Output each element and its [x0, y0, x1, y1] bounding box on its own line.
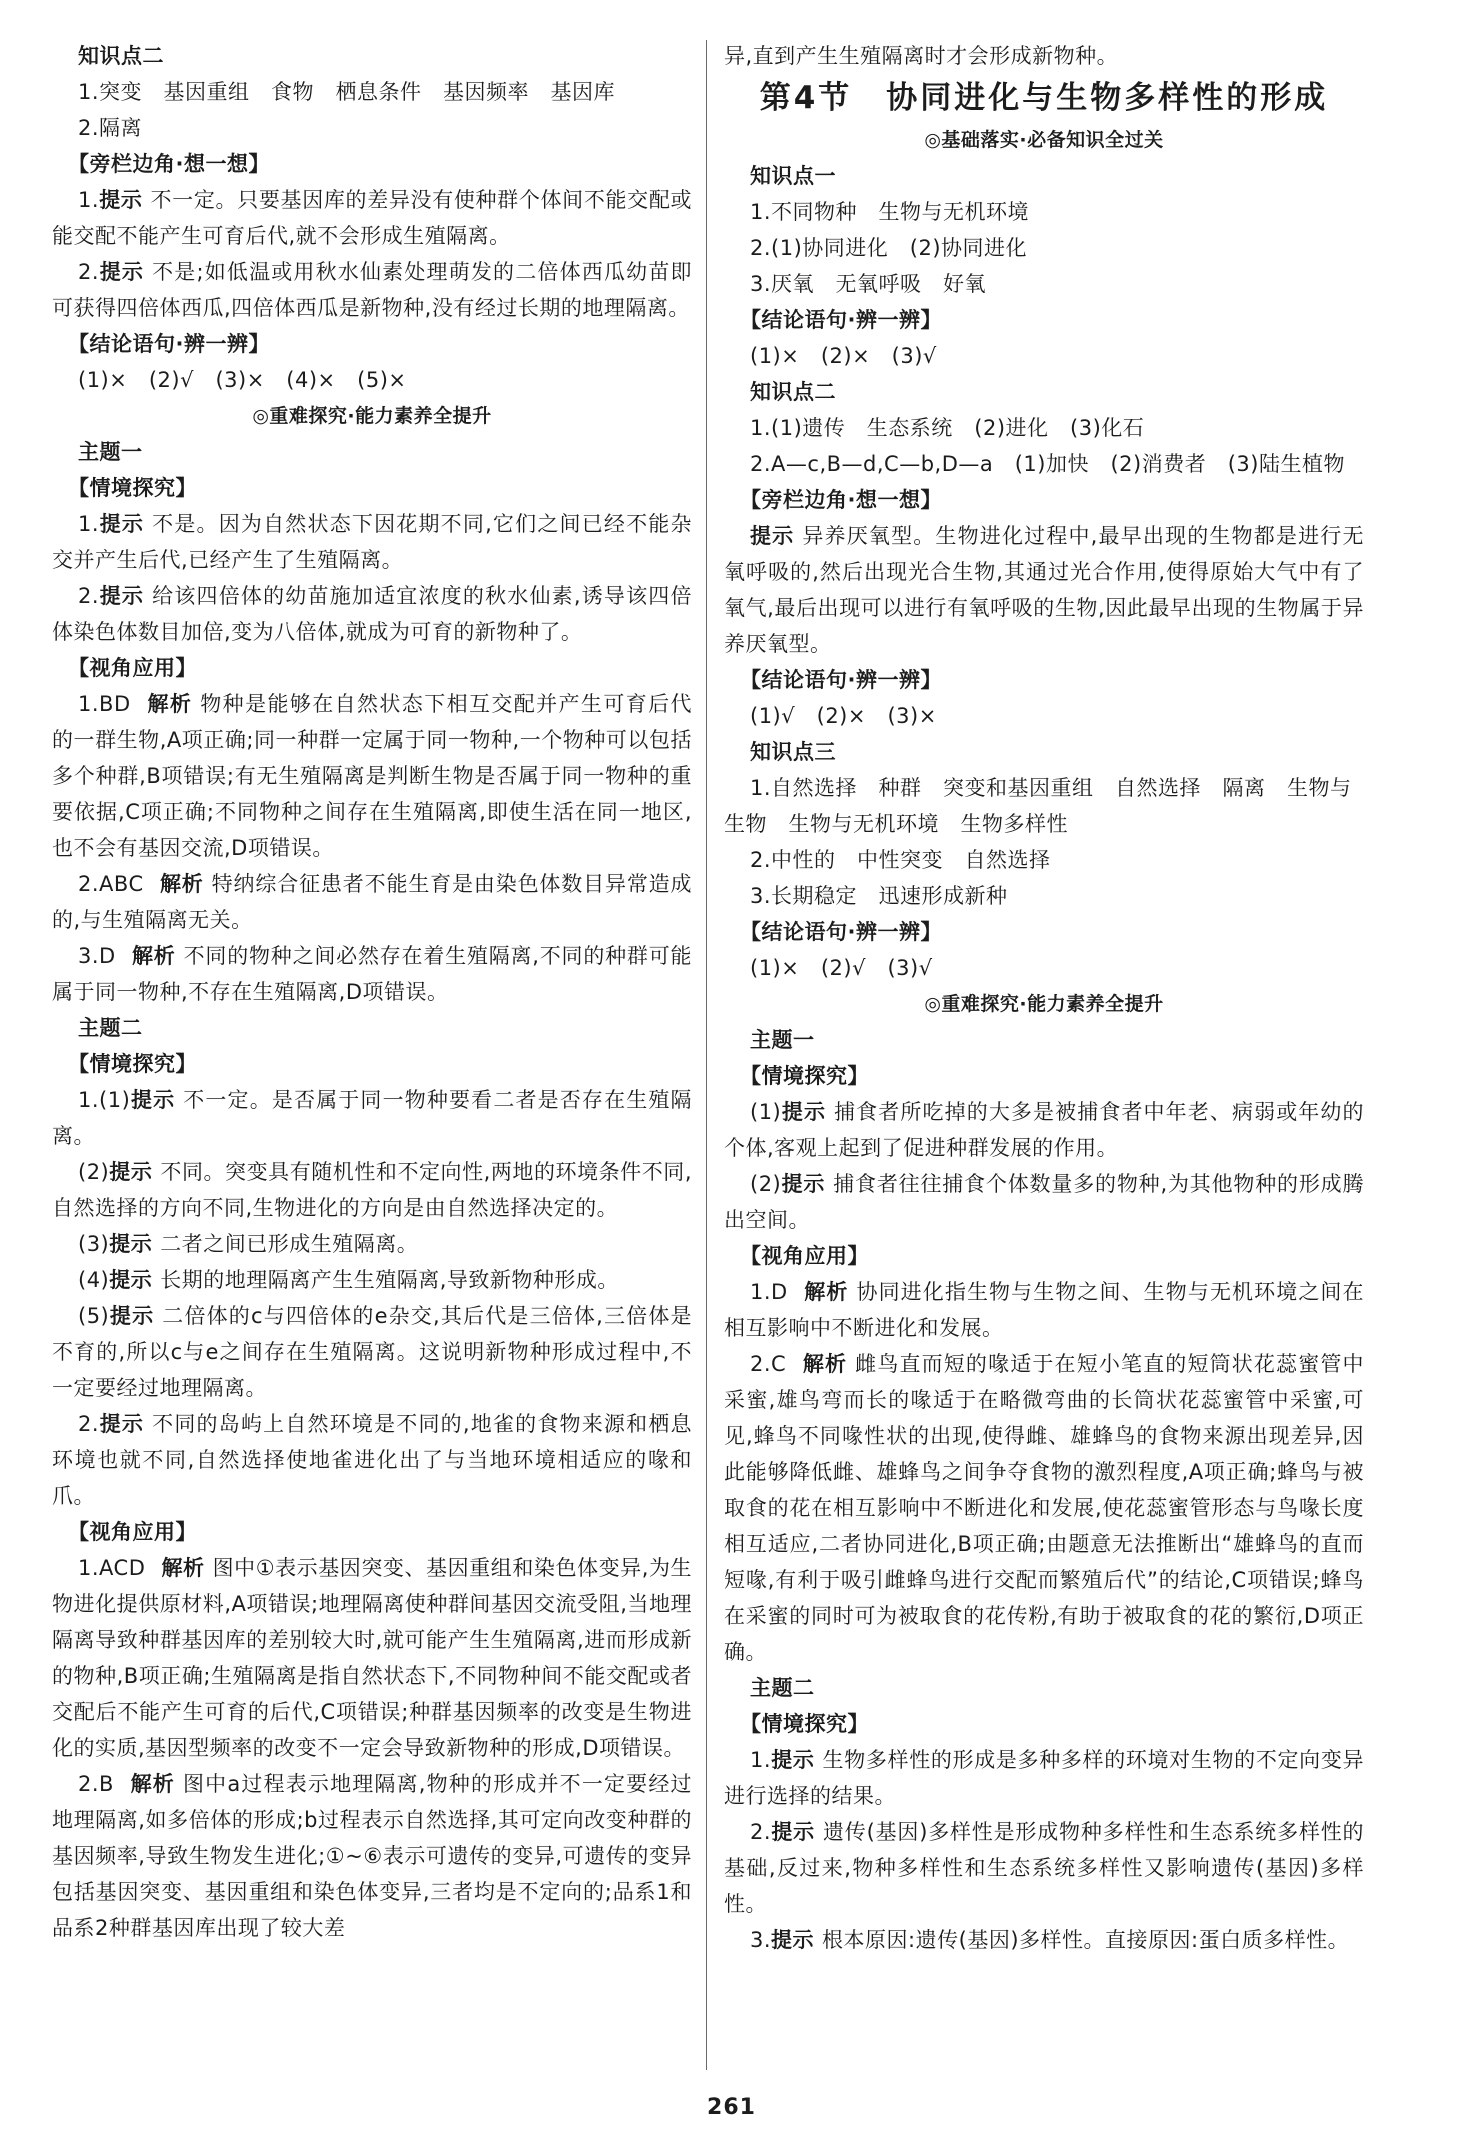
item-text: 不同。突变具有随机性和不定向性,两地的环境条件不同,自然选择的方向不同,生物进化的方向是由自然选择决定的。 [52, 1160, 692, 1220]
bracket-heading: 【结论语句·辨一辨】 [740, 668, 942, 692]
bracket-heading: 【情境探究】 [740, 1712, 869, 1736]
item-tag: 提示 [99, 584, 145, 608]
item-tag: 提示 [99, 512, 145, 536]
item-text: 异养厌氧型。生物进化过程中,最早出现的生物都是进行无氧呼吸的,然后出现光合生物,其通过光合作用,使得原始大气中有了氧气,最后出现可以进行有氧呼吸的生物,因此最早出现的生物属于异养厌氧型。 [724, 524, 1364, 656]
hint-item [724, 1742, 1364, 1814]
item-tag: 提示 [109, 1160, 153, 1184]
item-text: 给该四倍体的幼苗施加适宜浓度的秋水仙素,诱导该四倍体染色体数目加倍,变为八倍体,就成为可育的新物种了。 [52, 584, 692, 644]
bracket-heading: 【结论语句·辨一辨】 [740, 308, 942, 332]
bracket-heading: 【视角应用】 [68, 656, 197, 680]
hint-item [52, 1226, 692, 1262]
item-number: 3.D [78, 944, 116, 968]
answer-item [52, 1550, 692, 1766]
answer-line: 1.自然选择 种群 突变和基因重组 自然选择 隔离 生物与生物 生物与无机环境 生物多样性 [724, 776, 1352, 836]
item-tag: 解析 [803, 1280, 849, 1304]
item-text: 协同进化指生物与生物之间、生物与无机环境之间在相互影响中不断进化和发展。 [724, 1280, 1365, 1340]
bracket-heading: 【旁栏边角·想一想】 [68, 152, 270, 176]
answer-line: 1.突变 基因重组 食物 栖息条件 基因频率 基因库 [78, 80, 616, 104]
item-number: (2) [750, 1172, 782, 1196]
item-number: 3. [750, 1928, 772, 1952]
item-number: (2) [78, 1160, 110, 1184]
left-column [52, 38, 692, 1946]
item-text: 二者之间已形成生殖隔离。 [160, 1232, 419, 1256]
item-number: (4) [78, 1268, 110, 1292]
answer-line: (1)× (2)√ (3)× (4)× (5)× [78, 368, 407, 392]
item-text: 生物多样性的形成是多种多样的环境对生物的不定向变异进行选择的结果。 [724, 1748, 1365, 1808]
section-banner: ◎重难探究·能力素养全提升 [924, 993, 1164, 1015]
item-tag: 提示 [130, 1088, 176, 1112]
answer-line: 1.(1)遗传 生态系统 (2)进化 (3)化石 [750, 416, 1145, 440]
answer-item [52, 866, 692, 938]
item-number: 2.ABC [78, 872, 144, 896]
item-text: 捕食者往往捕食个体数量多的物种,为其他物种的形成腾出空间。 [724, 1172, 1364, 1232]
item-tag: 解析 [802, 1352, 848, 1376]
section-banner: ◎基础落实·必备知识全过关 [924, 129, 1164, 151]
item-tag: 提示 [109, 1232, 153, 1256]
item-number: 2. [78, 260, 100, 284]
hint-item [52, 1262, 692, 1298]
item-text: 物种是能够在自然状态下相互交配并产生可育后代的一群生物,A项正确;同一种群一定属于同一物种,一个物种可以包括多个种群,B项错误;有无生殖隔离是判断生物是否属于同一物种的重要依据,C项正确;不同物种之间存在生殖隔离,即使生活在同一地区,也不会有基因交流,D项错误。 [52, 692, 692, 860]
answer-line: 2.A—c,B—d,C—b,D—a (1)加快 (2)消费者 (3)陆生植物 [750, 452, 1345, 476]
answer-line: (1)× (2)√ (3)√ [750, 956, 933, 980]
bracket-heading: 【旁栏边角·想一想】 [740, 488, 942, 512]
answer-line: 3.长期稳定 迅速形成新种 [750, 884, 1008, 908]
topic-heading: 知识点二 [78, 44, 164, 68]
topic-heading: 知识点二 [750, 380, 836, 404]
item-text: 遗传(基因)多样性是形成物种多样性和生态系统多样性的基础,反过来,物种多样性和生态系统多样性又影响遗传(基因)多样性。 [724, 1820, 1364, 1916]
bracket-heading: 【视角应用】 [68, 1520, 197, 1544]
topic-heading: 主题一 [78, 440, 143, 464]
item-text: 不是;如低温或用秋水仙素处理萌发的二倍体西瓜幼苗即可获得四倍体西瓜,四倍体西瓜是新物种,没有经过长期的地理隔离。 [52, 260, 693, 320]
item-text: 捕食者所吃掉的大多是被捕食者中年老、病弱或年幼的个体,客观上起到了促进种群发展的作用。 [724, 1100, 1365, 1160]
item-text: 二倍体的c与四倍体的e杂交,其后代是三倍体,三倍体是不育的,所以c与e之间存在生殖隔离。这说明新物种形成过程中,不一定要经过地理隔离。 [52, 1304, 692, 1400]
item-number: 1. [78, 512, 100, 536]
hint-item [724, 518, 1364, 662]
item-tag: 提示 [771, 1820, 815, 1844]
answer-item [52, 686, 692, 866]
item-number: 2. [78, 584, 100, 608]
item-number: (1) [750, 1100, 782, 1124]
item-number: (5) [78, 1304, 110, 1328]
hint-item [52, 254, 692, 326]
item-number: 1.BD [78, 692, 131, 716]
item-text: 图中a过程表示地理隔离,物种的形成并不一定要经过地理隔离,如多倍体的形成;b过程表示自然选择,其可定向改变种群的基因频率,导致生物发生进化;①~⑥表示可遗传的变异,可遗传的变异包括基因突变、基因重组和染色体变异,三者均是不定向的;品系1和品系2种群基因库出现了较大差 [52, 1772, 693, 1940]
hint-item [52, 182, 692, 254]
item-tag: 提示 [750, 524, 795, 548]
item-tag: 解析 [129, 1772, 175, 1796]
column-divider [706, 40, 707, 2070]
answer-line: (1)× (2)× (3)√ [750, 344, 937, 368]
continued-text: 异,直到产生生殖隔离时才会形成新物种。 [724, 44, 1119, 68]
topic-heading: 主题一 [750, 1028, 815, 1052]
answer-item [724, 1346, 1364, 1670]
item-number: 2.C [750, 1352, 787, 1376]
item-tag: 提示 [781, 1172, 826, 1196]
item-text: 图中①表示基因突变、基因重组和染色体变异,为生物进化提供原材料,A项错误;地理隔离使种群间基因交流受阻,当地理隔离导致种群基因库的差别较大时,就可能产生生殖隔离,进而形成新的物种,B项正确;生殖隔离是指自然状态下,不同物种间不能交配或者交配后不能产生可育的后代,C项错误;种群基因频率的改变是生物进化的实质,基因型频率的改变不一定会导致新物种的形成,D项错误。 [52, 1556, 693, 1760]
answer-line: 1.不同物种 生物与无机环境 [750, 200, 1030, 224]
item-number: 2.B [78, 1772, 114, 1796]
hint-item [52, 1406, 692, 1514]
hint-item [52, 506, 692, 578]
bracket-heading: 【情境探究】 [68, 1052, 197, 1076]
item-number: 2. [78, 1412, 100, 1436]
hint-item [724, 1094, 1364, 1166]
item-number: 1. [750, 1748, 772, 1772]
answer-item [724, 1274, 1364, 1346]
item-text: 不一定。只要基因库的差异没有使种群个体间不能交配或能交配不能产生可育后代,就不会形成生殖隔离。 [52, 188, 693, 248]
item-number: 1.(1) [78, 1088, 131, 1112]
item-text: 雌鸟直而短的喙适于在短小笔直的短筒状花蕊蜜管中采蜜,雄鸟弯而长的喙适于在略微弯曲的长筒状花蕊蜜管中采蜜,可见,蜂鸟不同喙性状的出现,使得雌、雄蜂鸟的食物来源出现差异,因此能够降低雌、雄蜂鸟之间争夺食物的激烈程度,A项正确;蜂鸟与被取食的花在相互影响中不断进化和发展,使花蕊蜜管形态与鸟喙长度相互适应,二者协同进化,B项正确;由题意无法推断出“雄蜂鸟的直而短喙,有利于吸引雌蜂鸟进行交配而繁殖后代”的结论,C项错误;蜂鸟在采蜜的同时可为被取食的花传粉,有助于被取食的花的繁衍,D项正确。 [724, 1352, 1365, 1664]
item-tag: 提示 [781, 1100, 827, 1124]
item-number: 1.ACD [78, 1556, 146, 1580]
item-tag: 提示 [771, 1748, 815, 1772]
bracket-heading: 【结论语句·辨一辨】 [740, 920, 942, 944]
item-tag: 提示 [109, 1304, 155, 1328]
right-column [724, 38, 1364, 1958]
answer-line: 2.(1)协同进化 (2)协同进化 [750, 236, 1028, 260]
topic-heading: 主题二 [78, 1016, 143, 1040]
hint-item [52, 578, 692, 650]
item-text: 根本原因:遗传(基因)多样性。直接原因:蛋白质多样性。 [822, 1928, 1350, 1952]
item-text: 不一定。是否属于同一物种要看二者是否存在生殖隔离。 [52, 1088, 693, 1148]
item-number: (3) [78, 1232, 110, 1256]
hint-item [52, 1082, 692, 1154]
item-number: 1. [78, 188, 100, 212]
item-tag: 解析 [159, 872, 204, 896]
answer-line: 2.隔离 [78, 116, 143, 140]
item-tag: 解析 [161, 1556, 205, 1580]
section-banner: ◎重难探究·能力素养全提升 [252, 405, 492, 427]
hint-item [724, 1922, 1364, 1958]
item-tag: 解析 [131, 944, 176, 968]
bracket-heading: 【结论语句·辨一辨】 [68, 332, 270, 356]
page-number: 261 [707, 2095, 756, 2120]
topic-heading: 知识点一 [750, 164, 836, 188]
bracket-heading: 【情境探究】 [740, 1064, 869, 1088]
topic-heading: 主题二 [750, 1676, 815, 1700]
answer-line: 3.厌氧 无氧呼吸 好氧 [750, 272, 987, 296]
item-tag: 提示 [109, 1268, 153, 1292]
item-text: 不是。因为自然状态下因花期不同,它们之间已经不能杂交并产生后代,已经产生了生殖隔离。 [52, 512, 692, 572]
answer-item [52, 1766, 692, 1946]
item-number: 2. [750, 1820, 772, 1844]
answer-line: 2.中性的 中性突变 自然选择 [750, 848, 1051, 872]
item-tag: 提示 [99, 1412, 145, 1436]
answer-line: (1)√ (2)× (3)× [750, 704, 937, 728]
hint-item [52, 1154, 692, 1226]
item-tag: 提示 [99, 260, 145, 284]
hint-item [724, 1166, 1364, 1238]
hint-item [724, 1814, 1364, 1922]
item-text: 特纳综合征患者不能生育是由染色体数目异常造成的,与生殖隔离无关。 [52, 872, 693, 932]
item-tag: 提示 [771, 1928, 815, 1952]
section-title: 第4节 协同进化与生物多样性的形成 [759, 80, 1329, 116]
item-text: 长期的地理隔离产生生殖隔离,导致新物种形成。 [160, 1268, 619, 1292]
hint-item [52, 1298, 692, 1406]
item-tag: 提示 [99, 188, 143, 212]
bracket-heading: 【情境探究】 [68, 476, 197, 500]
item-tag: 解析 [146, 692, 193, 716]
item-number: 1.D [750, 1280, 788, 1304]
topic-heading: 知识点三 [750, 740, 836, 764]
answer-item [52, 938, 692, 1010]
item-text: 不同的物种之间必然存在着生殖隔离,不同的种群可能属于同一物种,不存在生殖隔离,D项错误。 [52, 944, 693, 1004]
bracket-heading: 【视角应用】 [740, 1244, 869, 1268]
item-text: 不同的岛屿上自然环境是不同的,地雀的食物来源和栖息环境也就不同,自然选择使地雀进化出了与当地环境相适应的喙和爪。 [52, 1412, 692, 1508]
